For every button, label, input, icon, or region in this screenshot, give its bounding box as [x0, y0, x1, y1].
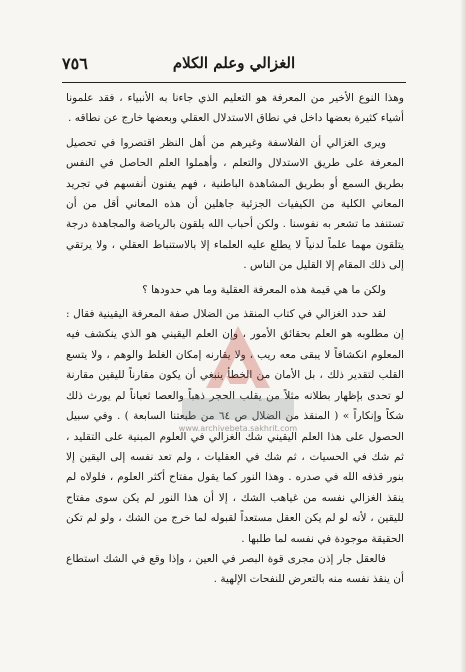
paragraph: فالعقل جار إذن مجرى قوة البصر في العين ، وإذا وقع في الشك استطاع أن ينقذ نفسه منه بالتعرض للنفحات الإلهية .	[66, 552, 404, 586]
paragraph: وهذا النوع الأخير من المعرفة هو التعليم الذي جاءنا به الأنبياء ، فقد علمونا أشياء كثيرة بعضها داخل في نطاق الاستدلال العقلي وبعضها خارج عن نطاقه .	[66, 92, 404, 125]
paragraph: لقد حدد الغزالي في كتاب المنقذ من الضلال صفة المعرفة اليقينية فقال : إن مطلوبه هو العلم بحقائق الأمور ، وإن العلم اليقيني هو الذي ينكشف فيه المعلوم انكشافاً لا يبقى معه ريب ، ولا يقارنه إمكان الغلط والوهم ، ولا يتسع القلب لتقدير ذلك ، بل الأمان من الخطأ ينبغي أن يكون مقارناً لليقين مقارنة لو تحدى بإظهار بطلانه مثلاً من يقلب الحجر ذهباً والعصا ثعباناً لم يورث ذلك شكاً وإنكاراً » ( المنقذ من الضلال ص ٦٤ من طبعتنا السابعة ) . وفي سبيل الحصول على هذا العلم اليقيني شك الغزالي في العلوم المبنية على التقليد ، ثم شك في الحسيات ، ثم شك في العقليات ، ولم تعد نفسه إلى اليقين إلا بنور قذفه الله في صدره . وهذا النور كما يقول مفتاح أكثر العلوم ، فلولاه لم ينقذ الغزالي نفسه من غياهب الشك ، إلا أن هذا النور لم يكن سوى مفتاح لليقين ، لأنه لو لم يكن العقل مستعداً لقبوله لما خرج من الشك ، ولو لم تكن الحقيقة موجودة في نفسه لما طلبها .	[66, 308, 404, 545]
page-number: ٧٥٦	[62, 54, 88, 73]
running-header	[62, 52, 406, 83]
paragraph: ولكن ما هي قيمة هذه المعرفة العقلية وما هي حدودها ؟	[142, 283, 386, 296]
running-title: الغزالي وعلم الكلام	[172, 54, 296, 72]
scan-edge-shadow	[460, 0, 466, 672]
body-text	[66, 88, 404, 590]
paragraph: ويرى الغزالي أن الفلاسفة وغيرهم من أهل النظر اقتصروا في تحصيل المعرفة على طريق الاستدلال والتعلم ، وأهملوا العلم الحاصل في النفس بطريق السمع أو بطريق المشاهدة الباطنية ، فهم يفنون أنفسهم في تجريد المعاني الكلية من الكيفيات الجزئية جاهلين أن هذه المعاني أقل من أن تستنفد ما تشعر به نفوسنا . ولكن أحباب الله يلقون بالرياضة والمجاهدة درجة يتلقون مهما علماً لدنياً لا يطلع عليه العلماء إلا بالاستنباط العقلي ، ولا يرتقي إلى ذلك المقام إلا القليل من الناس .	[66, 136, 404, 272]
watermark-text: www.archivebeta.sakhrit.com	[178, 424, 298, 433]
